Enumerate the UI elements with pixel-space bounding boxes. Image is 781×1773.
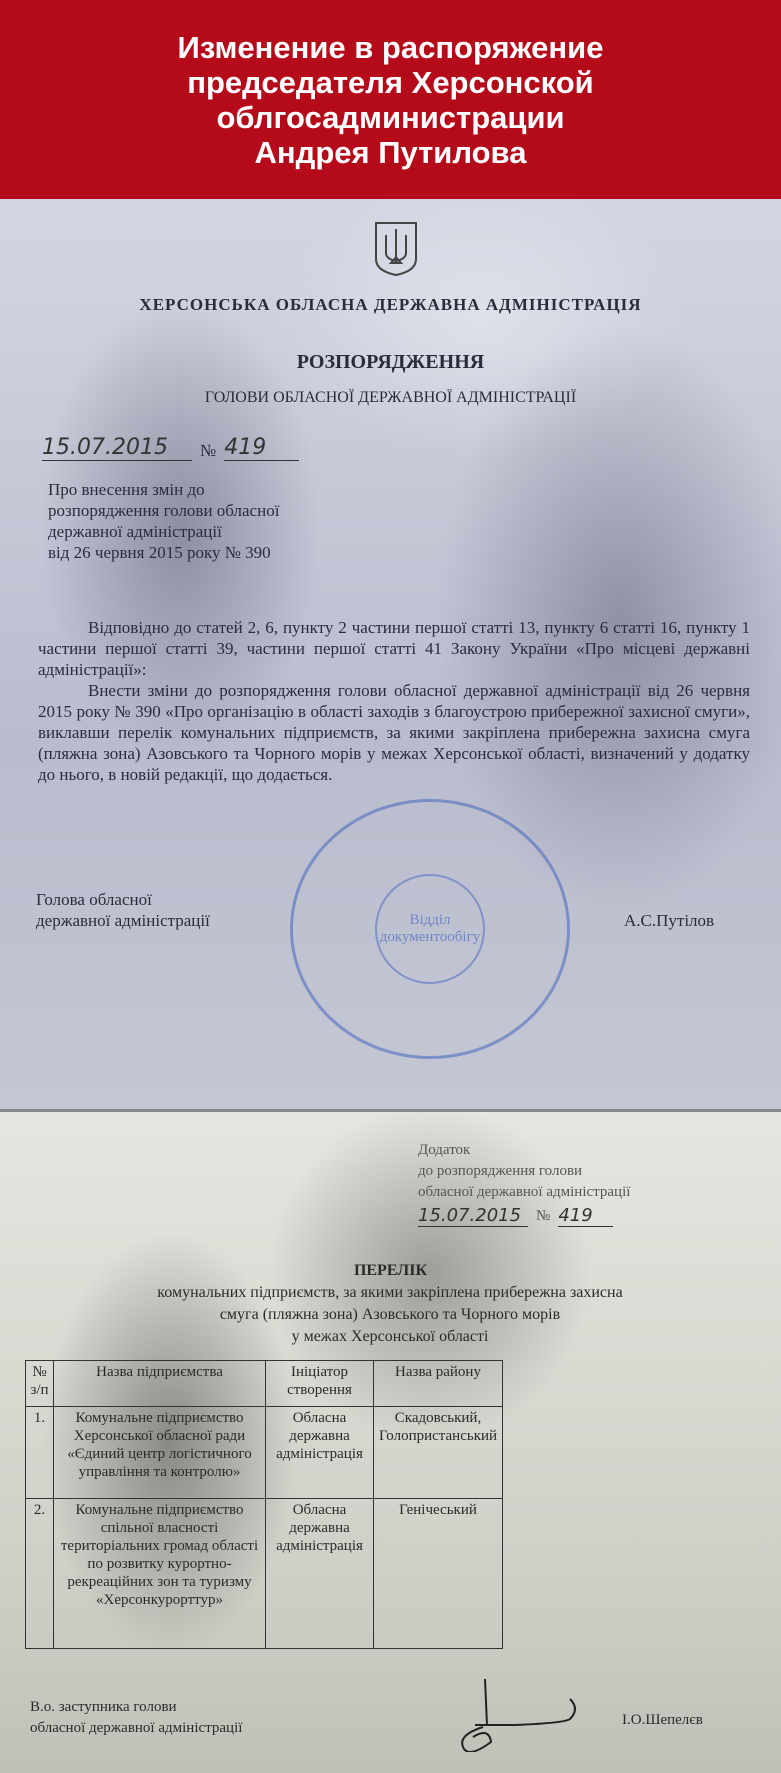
col-header: № з/п xyxy=(26,1361,54,1407)
cell: Скадовський, Голопристанський xyxy=(374,1407,503,1499)
signer-title-line: державної адміністрації xyxy=(36,911,210,930)
stamp-text: Відділ xyxy=(409,912,451,928)
list-subtitle-line: смуга (пляжна зона) Азовського та Чорного морів xyxy=(219,1306,561,1323)
cell: Комунальне підприємство спільної власності територіальних громад області по розвитку курортно-рекреаційних зон та туризму «Херсонкурорттур» xyxy=(54,1499,266,1649)
annex-line: до розпорядження голови xyxy=(418,1163,583,1179)
enterprises-table xyxy=(25,1360,503,1649)
annex-number: 419 xyxy=(558,1205,613,1227)
table-row xyxy=(26,1499,503,1649)
paragraph-1: Відповідно до статей 2, 6, пункту 2 частини першої статті 13, пункту 6 статті 16, пункту 1 частини першої статті 39, частини першої статті 41 Закону України «Про місцеві державні адміністрації»: xyxy=(38,618,750,679)
headline-banner xyxy=(0,0,781,199)
subject-line: Про внесення змін до xyxy=(48,480,205,499)
subject-line: державної адміністрації xyxy=(48,522,222,541)
signer-title xyxy=(36,889,210,931)
cell: 2. xyxy=(26,1499,54,1649)
signer-title-line: обласної державної адміністрації xyxy=(30,1720,243,1736)
date-number-line xyxy=(42,435,299,461)
order-date: 15.07.2015 xyxy=(42,435,192,461)
headline-line: Изменение в распоряжение xyxy=(177,29,604,65)
col-header: Ініціатор створення xyxy=(266,1361,374,1407)
list-subtitle-line: комунальних підприємств, за якими закріплена прибережна захисна xyxy=(157,1284,623,1301)
annex-signer-name: І.О.Шепелєв xyxy=(622,1712,703,1728)
order-document-photo xyxy=(0,199,781,1109)
coat-of-arms-icon xyxy=(372,221,420,277)
cell: Обласна державна адміністрація xyxy=(266,1499,374,1649)
subject-line: від 26 червня 2015 року № 390 xyxy=(48,543,271,562)
annex-heading xyxy=(418,1140,630,1227)
annex-signer-title xyxy=(30,1697,242,1739)
annex-line: Додаток xyxy=(418,1142,471,1158)
list-subtitle-line: у межах Херсонської області xyxy=(291,1328,489,1345)
doc-type: РОЗПОРЯДЖЕННЯ xyxy=(296,351,485,373)
signer-title-line: Голова обласної xyxy=(36,890,152,909)
annex-document-photo xyxy=(0,1112,781,1773)
doc-subtitle: ГОЛОВИ ОБЛАСНОЇ ДЕРЖАВНОЇ АДМІНІСТРАЦІЇ xyxy=(204,389,577,406)
cell: Обласна державна адміністрація xyxy=(266,1407,374,1499)
col-header: Назва району xyxy=(374,1361,503,1407)
number-sign: № xyxy=(200,441,217,460)
list-title: ПЕРЕЛІК xyxy=(353,1262,428,1279)
subject-line: розпорядження голови обласної xyxy=(48,501,280,520)
annex-date: 15.07.2015 xyxy=(418,1205,528,1227)
cell: Комунальне підприємство Херсонської обласної ради «Єдиний центр логістичного управління та контролю» xyxy=(54,1407,266,1499)
annex-date-line xyxy=(418,1205,630,1227)
table-row xyxy=(26,1407,503,1499)
signer-title-line: В.о. заступника голови xyxy=(30,1699,177,1715)
org-name: ХЕРСОНСЬКА ОБЛАСНА ДЕРЖАВНА АДМІНІСТРАЦІЯ xyxy=(139,295,642,314)
cell: 1. xyxy=(26,1407,54,1499)
headline-line: облгосадминистрации xyxy=(216,99,565,135)
official-stamp xyxy=(290,799,570,1059)
cell: Генічеський xyxy=(374,1499,503,1649)
paragraph-2: Внести зміни до розпорядження голови обласної державної адміністрації від 26 червня 2015 року № 390 «Про організацію в області заходів з благоустрою прибережної захисної смуги», виклавши перелік комунальних підприємств, за якими закріплена прибережна захисна смуга (пляжна зона) Азовського та Чорного морів у межах Херсонської області, визначений у додатку до нього, в новій редакції, що додається. xyxy=(38,681,750,784)
signature xyxy=(455,1677,605,1752)
table-header-row xyxy=(26,1361,503,1407)
headline-line: Андрея Путилова xyxy=(254,134,527,170)
order-subject xyxy=(48,479,279,563)
signer-name: А.С.Путілов xyxy=(624,911,715,930)
order-number: 419 xyxy=(224,435,299,461)
number-sign: № xyxy=(536,1208,551,1224)
col-header: Назва підприємства xyxy=(54,1361,266,1407)
list-subtitle xyxy=(60,1282,720,1348)
headline-line: председателя Херсонской xyxy=(187,64,594,100)
annex-line: обласної державної адміністрації xyxy=(418,1184,631,1200)
stamp-text: документообігу xyxy=(379,929,481,945)
